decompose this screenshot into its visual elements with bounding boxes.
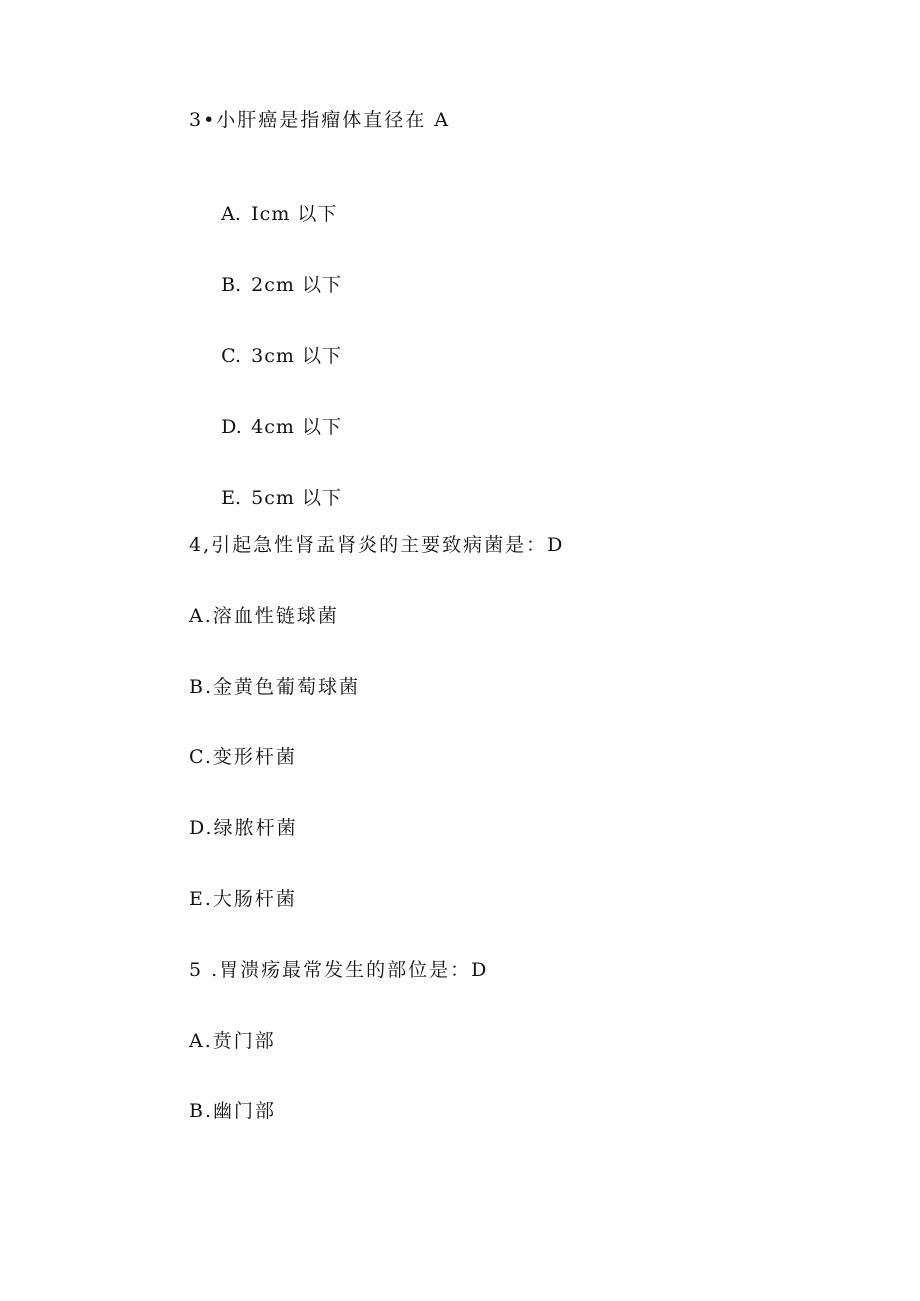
option-letter: C.: [221, 345, 242, 367]
option-text: 4cm 以下: [251, 416, 342, 438]
question-3-option-b: [189, 249, 342, 321]
question-3-option-a: [189, 178, 337, 250]
question-4-stem: 4,引起急性肾盂肾炎的主要致病菌是：D: [189, 534, 565, 556]
question-4-option-b: B.金黄色葡萄球菌: [189, 676, 361, 698]
question-3-option-c: [189, 320, 342, 392]
question-3-stem: 3•小肝癌是指瘤体直径在 A: [189, 109, 451, 131]
option-letter: A.: [221, 203, 241, 225]
question-5-option-b: B.幽门部: [189, 1100, 277, 1122]
option-letter: D.: [221, 416, 242, 438]
option-text: 2cm 以下: [251, 274, 342, 296]
question-5-option-a: A.贲门部: [189, 1030, 276, 1052]
question-4-option-a: A.溶血性链球菌: [189, 605, 339, 627]
option-text: 5cm 以下: [251, 487, 342, 509]
question-3-option-e: [189, 462, 342, 534]
question-3-option-d: [189, 391, 342, 463]
option-text: Icm 以下: [251, 203, 338, 225]
question-4-option-d: D.绿脓杆菌: [189, 817, 298, 839]
option-text: 3cm 以下: [251, 345, 342, 367]
option-letter: E.: [221, 487, 242, 509]
question-5-stem: 5 .胃溃疡最常发生的部位是：D: [189, 959, 489, 981]
question-4-option-c: C.变形杆菌: [189, 746, 297, 768]
question-4-option-e: E.大肠杆菌: [189, 888, 297, 910]
option-letter: B.: [221, 274, 242, 296]
